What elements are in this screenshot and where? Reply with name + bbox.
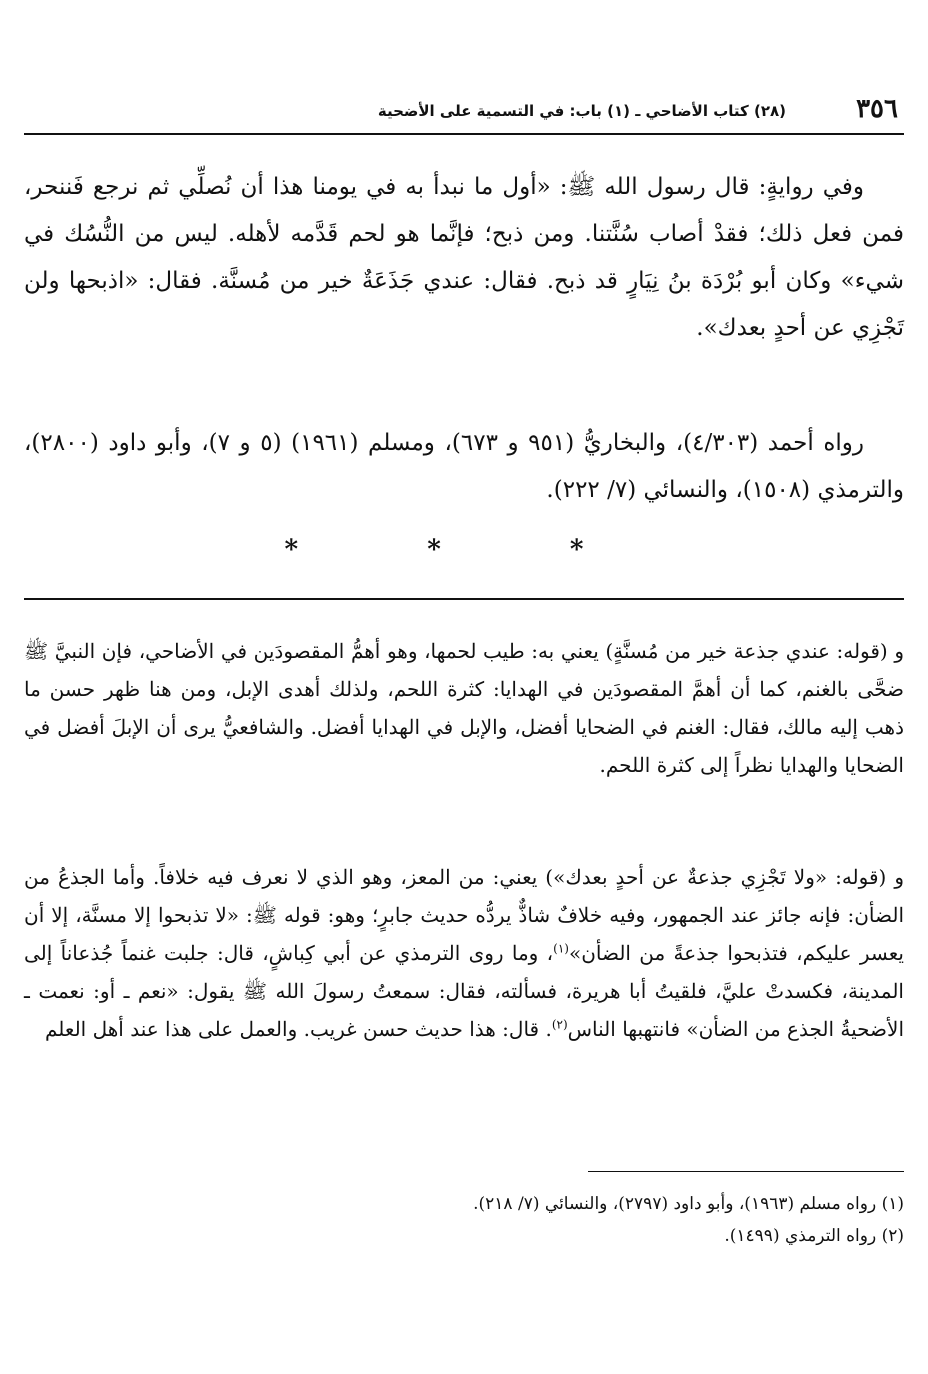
hadith-sources: رواه أحمد (٤/٣٠٣)، والبخاريُّ (٩٥١ و ٦٧٣)، ومسلم (١٩٦١) (٥ و ٧)، وأبو داود (٢٨٠٠)، والترمذي (١٥٠٨)، والنسائي (٧/ ٢٢٢). [24,430,904,503]
footnote-ref-1: (١) [553,941,569,956]
commentary-text-part-2: ، وما روى الترمذي عن أبي كِباشٍ، قال: جلبت غنماً جُذعاناً إلى المدينة، فكسدتْ عليَّ، فلقيتُ أبا هريرة، فسألته، فقال: سمعتُ رسولَ الله ﷺ يقول: «نعم ـ أو: نعمت ـ الأضحيةُ الجذع من الضأن» فانتهبها الناس [24,941,904,1041]
hadith-text: وفي روايةٍ: قال رسول الله ﷺ: «أول ما نبدأ به في يومنا هذا أن نُصلِّي ثم نرجع فَننحر، فمن فعل ذلك؛ فقدْ أصاب سُنَّتنا. ومن ذبح؛ فإنَّما هو لحم قَدَّمه لأهله. ليس من النُّسُك في شيء» وكان أبو بُرْدَة بنُ نِيَارٍ قد ذبح. فقال: عندي جَذَعَةٌ خير من مُسنَّة. فقال: «اذبحها ولن تَجْزِي عن أحدٍ بعدك». [24,174,904,341]
footnote-2: (٢) رواه الترمذي (١٤٩٩). [724,1226,904,1246]
footnote-1: (١) رواه مسلم (١٩٦٣)، وأبو داود (٢٧٩٧)، والنسائي (٧/ ٢١٨). [473,1194,904,1214]
section-separator: * * * [284,535,644,565]
page-number: ٣٥٦ [856,94,898,124]
page-header [24,94,898,130]
commentary-paragraph-1: و (قوله: عندي جذعة خير من مُسنَّةٍ) يعني به: طيب لحمها، وهو أهمُّ المقصودَين في الأضاحي، فإن النبيَّ ﷺ ضحَّى بالغنم، كما أن أهمَّ المقصودَين في الهدايا: كثرة اللحم، ولذلك أهدى الإبل، ومن هنا ظهر حسن ما ذهب إليه مالك، فقال: الغنم في الضحايا أفضل، والإبل في الهدايا أفضل. والشافعيُّ يرى أن الإبلَ أفضل في الضحايا والهدايا نظراً إلى كثرة اللحم. [24,639,904,777]
footnote-ref-2: (٢) [551,1017,568,1032]
commentary-divider [24,598,904,600]
footnote-rule [588,1171,904,1172]
header-rule [24,133,904,135]
running-title: (٢٨) كتاب الأضاحي ـ (١) باب: في التسمية على الأضحية [377,102,786,120]
commentary-text-part-1: و (قوله: «ولا تَجْزِي جذعةٌ عن أحدٍ بعدك») يعني: من المعز، وهو الذي لا نعرف فيه خلافاً. وأما الجذعُ من الضأن: فإنه جائز عند الجمهور، وفيه خلافٌ شاذٌّ يردُّه حديث جابرٍ؛ وهو: قوله ﷺ: «لا تذبحوا إلا مسنَّة، إلا أن يعسر عليكم، فتذبحوا جذعةً من الضأن» [24,865,904,965]
commentary-text-part-3: . قال: هذا حديث حسن غريب. والعمل على هذا عند أهل العلم [45,1017,552,1041]
commentary-paragraph-2 [24,858,904,1048]
